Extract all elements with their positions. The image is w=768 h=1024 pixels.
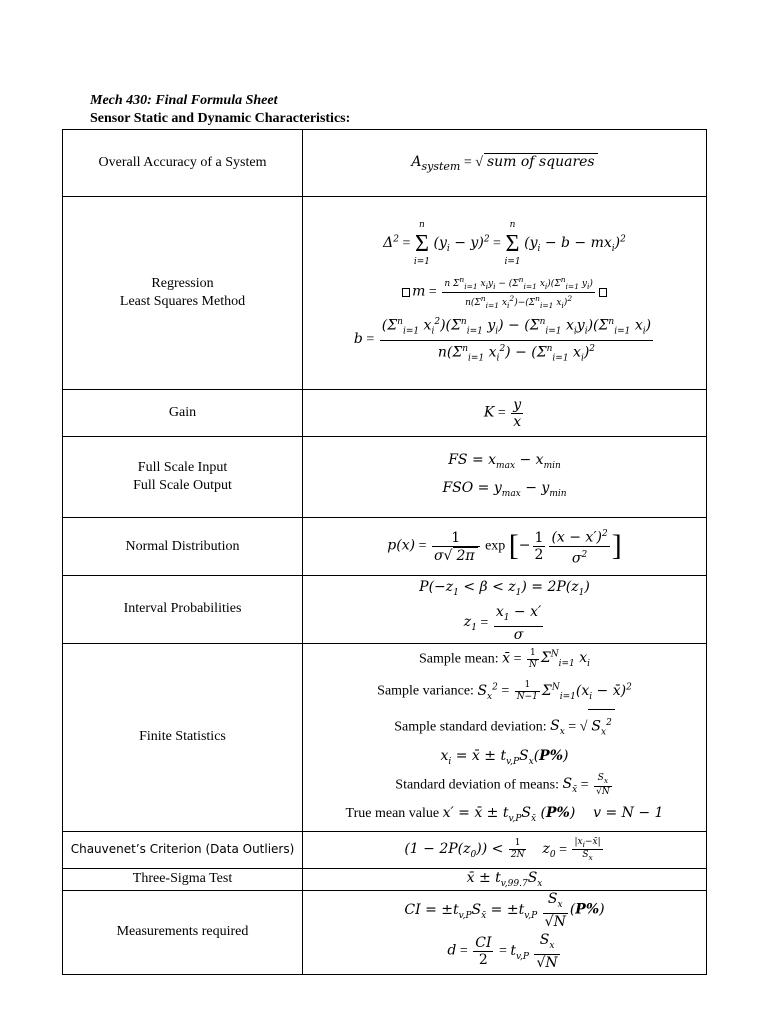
sample-std-line: Sample standard deviation: $S_x$ = √ $S_x^2$ bbox=[303, 709, 706, 745]
table-row bbox=[63, 643, 707, 831]
three-sigma-formula: x̄ ± $t_{v,99.7}S_x$ bbox=[303, 868, 707, 890]
table-row bbox=[63, 390, 707, 437]
table-row bbox=[63, 890, 707, 974]
formula-table bbox=[62, 129, 707, 975]
label-line: Full Scale Input bbox=[137, 460, 228, 475]
row-label: Finite Statistics bbox=[63, 643, 303, 831]
chauvenet-formula: $(1 - 2P(z_0))$ < $\frac{1}{2N}$ $z_0$ = $\frac{|x_i-x̄|}{S_x}$ bbox=[303, 831, 707, 868]
sample-std-label: Sample standard deviation: bbox=[394, 719, 547, 735]
intercept-formula: b = $\frac{(\Sigma^n_{i=1} x_i^2)(\Sigma^n_{i=1} y_i) - (\Sigma^n_{i=1} x_iy_i)(\Sigma^n_{i=1} x_i)}{n(\Sigma^n_{i=1} x_i^2) - (\Sigma^n_{i=1} x_i)^2}$ bbox=[303, 314, 706, 366]
confidence-interval-formula: CI = $\pm t_{v,P}S_{x̄} = \pm t_{v,P}$ $\frac{S_x}{√N}$ (P%) bbox=[404, 890, 605, 930]
row-label: Overall Accuracy of a System bbox=[63, 130, 303, 197]
interval-probability-formulas: $P(-z_1 < \beta < z_1) = 2P(z_1)$ $z_1$ = $\frac{x_1 - x'}{\sigma}$ bbox=[303, 576, 707, 644]
sample-mean-line: Sample mean: x̄ = $\frac{1}{N}$ $\Sigma^N_{i=1}$ $x_i$ bbox=[418, 647, 591, 670]
row-label: Normal Distribution bbox=[63, 518, 303, 576]
row-label: Interval Probabilities bbox=[63, 576, 303, 644]
sample-mean-label: Sample mean: bbox=[418, 651, 499, 667]
sample-variance-label: Sample variance: bbox=[377, 683, 474, 699]
table-row bbox=[63, 868, 707, 890]
table-row bbox=[63, 831, 707, 868]
row-label: Measurements required bbox=[63, 890, 303, 974]
regression-formulas bbox=[303, 197, 707, 390]
table-row bbox=[63, 130, 707, 197]
full-scale-formulas: FS = $x_{max} - x_{min}$ FSO = $y_{max} - y_{min}$ bbox=[303, 437, 707, 518]
gain-formula: K = $\frac{y}{x}$ bbox=[303, 390, 707, 437]
row-label: Three-Sigma Test bbox=[63, 868, 303, 890]
true-mean-label: True mean value bbox=[345, 806, 440, 822]
placeholder-box bbox=[599, 288, 607, 297]
placeholder-box bbox=[402, 288, 410, 297]
label-line: Full Scale Output bbox=[133, 478, 232, 493]
std-means-label: Standard deviation of means: bbox=[395, 777, 559, 793]
accuracy-formula: $A_{system}$ = √ sum of squares bbox=[303, 130, 707, 197]
table-row bbox=[63, 576, 707, 644]
label-line: Regression bbox=[151, 276, 214, 291]
true-mean-line: True mean value x′ = x̄ ± $t_{v,P}S_{x̄}$ (P%) v = N − 1 bbox=[345, 805, 664, 824]
sample-variance-line: Sample variance: $S_x^2$ = $\frac{1}{N-1}$ $\Sigma^N_{i=1}(x_i$ − x̄)$^2$ bbox=[377, 679, 632, 702]
slope-formula: m = $\frac{n \Sigma^n_{i=1} x_iy_i - (\Sigma^n_{i=1} x_i)(\Sigma^n_{i=1} y_i)}{n(\Sigma^n_{i=1} x_i^2)-(\Sigma^n_{i=1} x_i)^2}$ bbox=[303, 274, 706, 311]
row-label bbox=[63, 437, 303, 518]
table-row bbox=[63, 437, 707, 518]
finite-statistics-formulas bbox=[303, 643, 707, 831]
precision-formula: d = $\frac{CI}{2}$ = $t_{v,P}$ $\frac{S_x}{√N}$ bbox=[447, 932, 558, 972]
row-label: Chauvenet’s Criterion (Data Outliers) bbox=[63, 831, 303, 868]
row-label: Gain bbox=[63, 390, 303, 437]
label-line: Least Squares Method bbox=[119, 294, 246, 309]
measurement-interval-line: $x_i$ = x̄ ± $t_{v,P}S_x(P\%)$ bbox=[440, 747, 569, 767]
sheet-title: Mech 430: Final Formula Sheet bbox=[90, 93, 278, 108]
measurements-required-formulas bbox=[303, 890, 707, 974]
table-row bbox=[63, 518, 707, 576]
row-label bbox=[63, 197, 303, 390]
sum-squares-formula: $\Delta^2$ = n Σ i=1 $(y_i - y)^2$ = n Σ i=1 $(y_i - b - mx_i)^2$ bbox=[383, 219, 626, 267]
table-row bbox=[63, 197, 707, 390]
normal-distribution-formula: p(x) = $\frac{1}{\sigma√ 2\pi}$ exp [− $\frac{1}{2}$ $\frac{(x - x')^2}{\sigma^2}$ ] bbox=[303, 518, 707, 576]
section-heading: Sensor Static and Dynamic Characteristics: bbox=[90, 111, 351, 126]
std-means-line: Standard deviation of means: $S_{x̄}$ = $\frac{S_x}{√N}$ bbox=[395, 772, 610, 797]
